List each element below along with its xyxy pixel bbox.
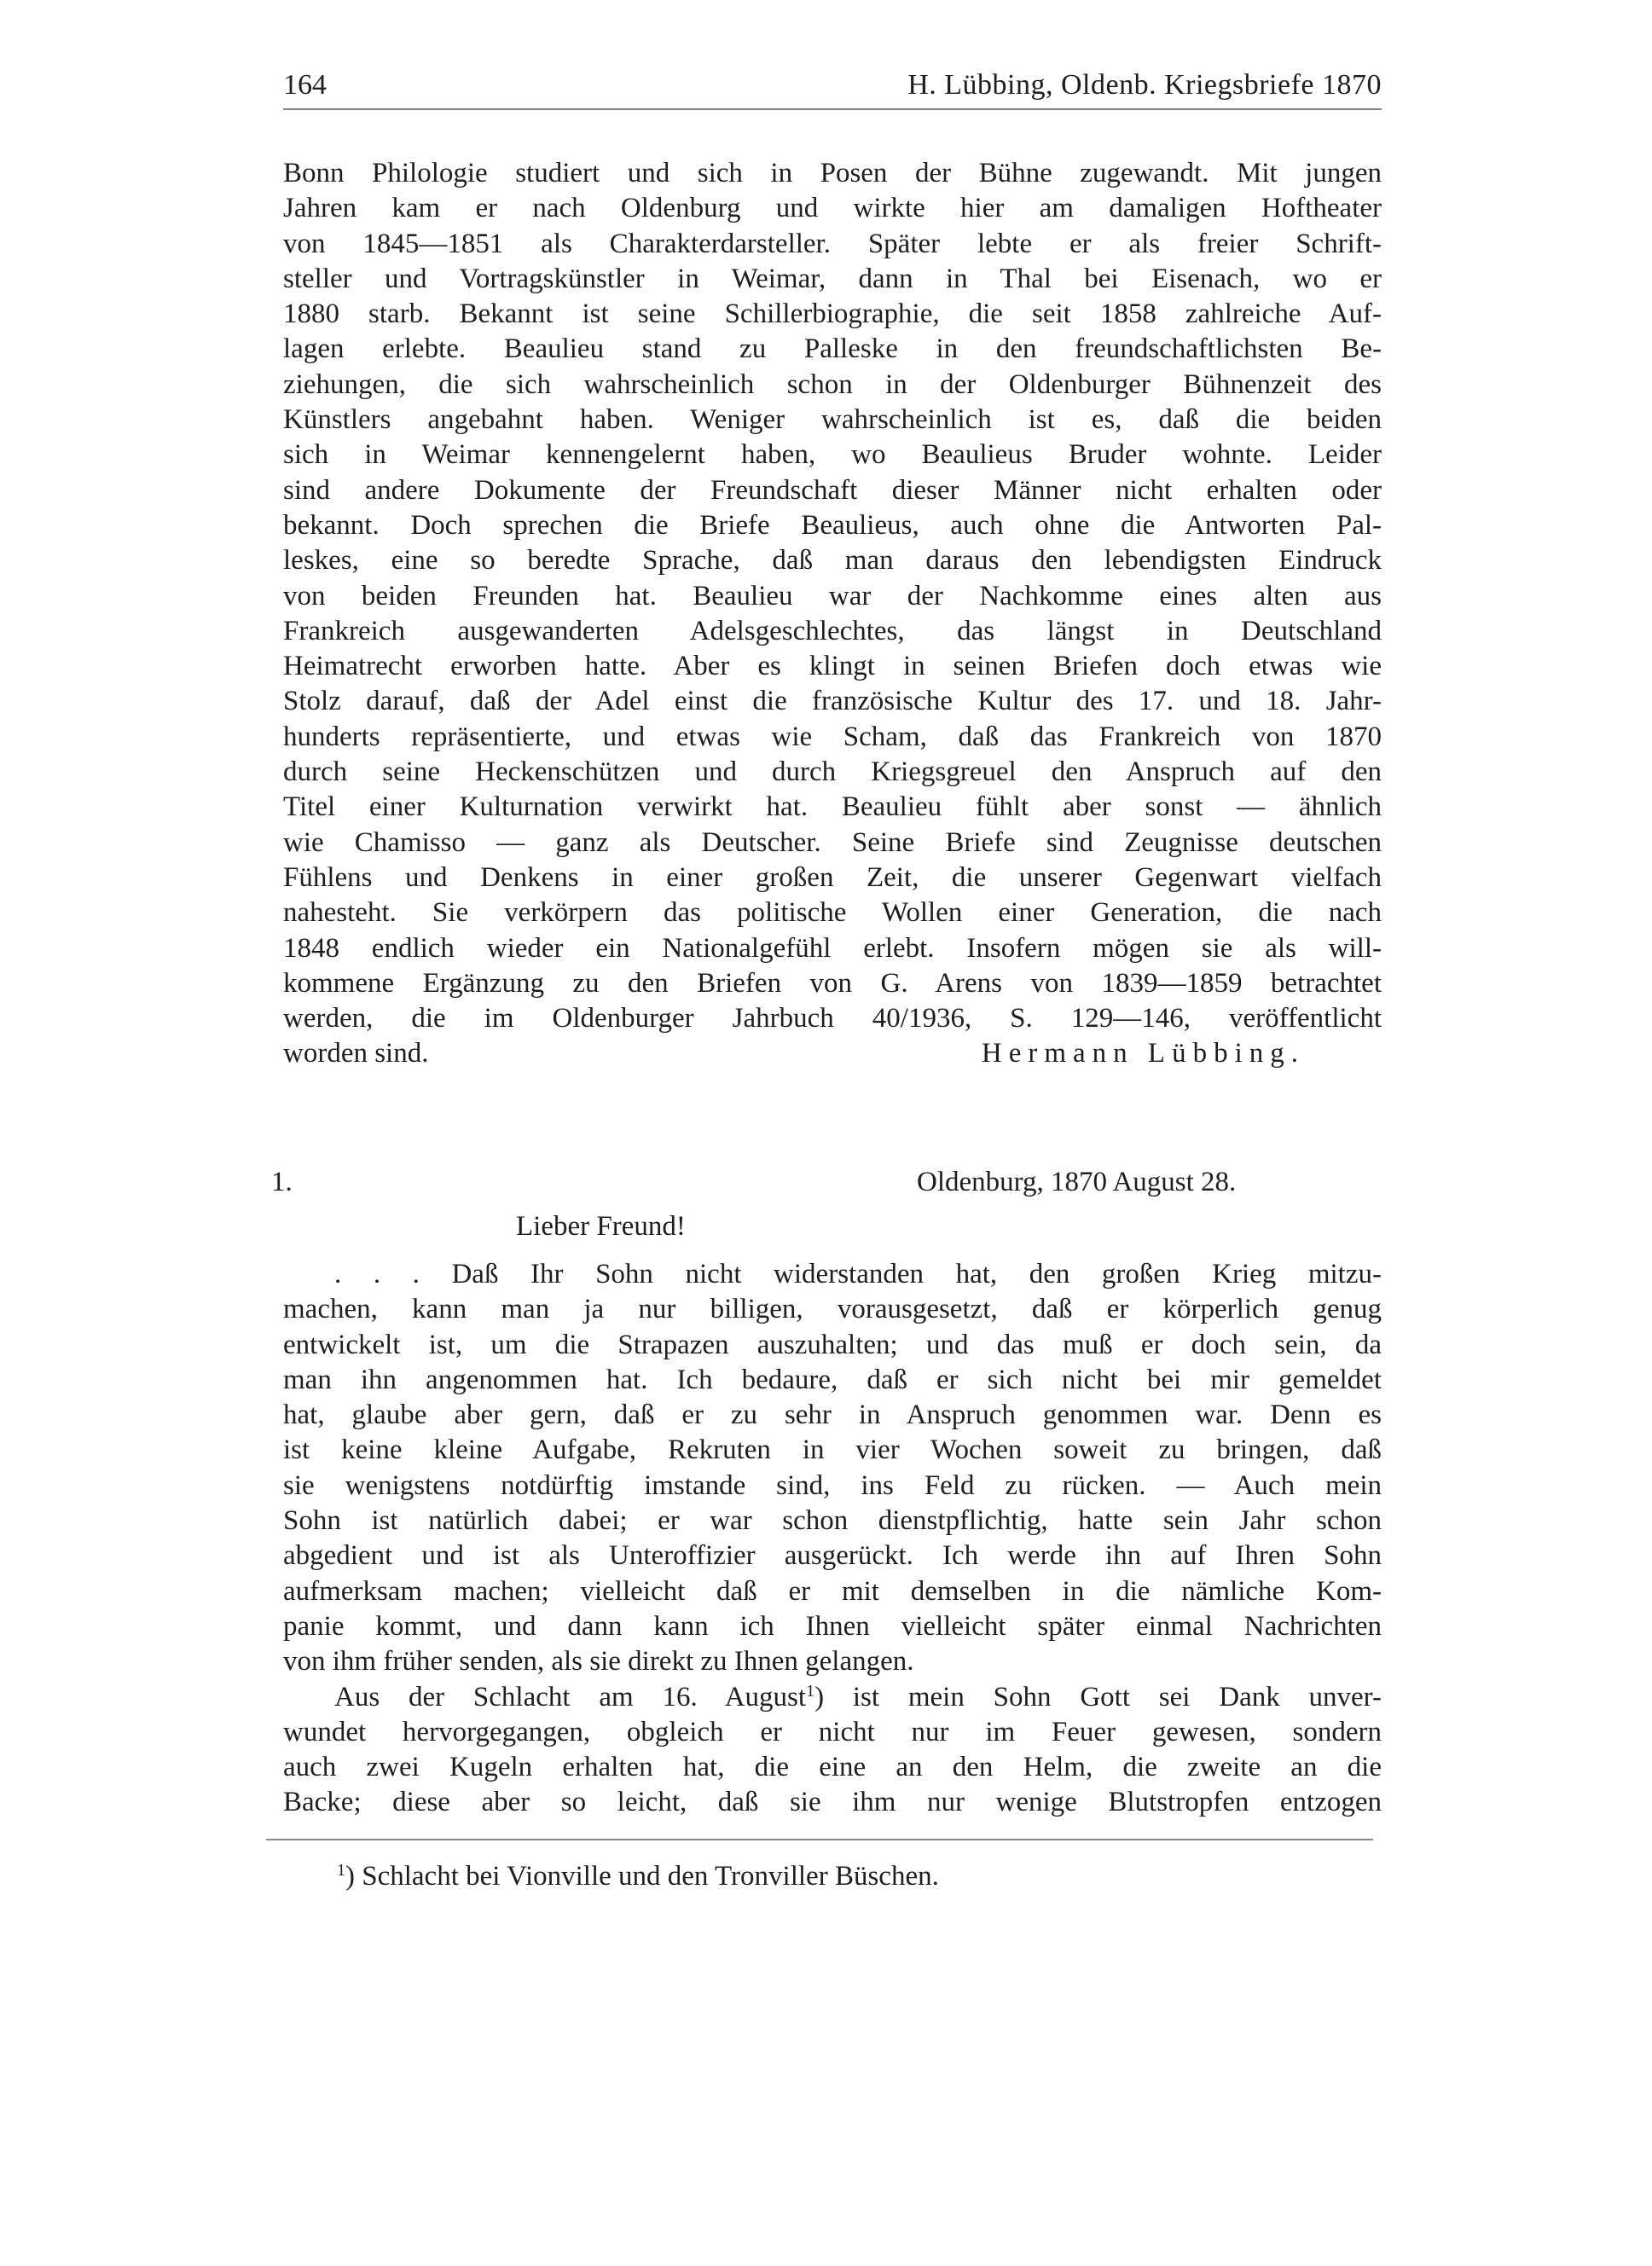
text-line: Heimatrecht erworben hatte. Aber es klingt in seinen Briefen doch etwas wie xyxy=(283,651,1382,682)
text-line: Stolz darauf, daß der Adel einst die französische Kultur des 17. und 18. Jahr- xyxy=(283,686,1382,717)
text-line: werden, die im Oldenburger Jahrbuch 40/1936, S. 129—146, veröffentlicht xyxy=(283,1003,1382,1034)
text-line: Fühlens und Denkens in einer großen Zeit, die unserer Gegenwart vielfach xyxy=(283,861,1382,893)
text-fragment: Aus der Schlacht am 16. August xyxy=(334,1681,807,1713)
letter-date: Oldenburg, 1870 August 28. xyxy=(917,1167,1237,1197)
text-line: man ihn angenommen hat. Ich bedaure, daß er sich nicht bei mir gemeldet xyxy=(283,1364,1382,1395)
text-line: von ihm früher senden, als sie direkt zu Ihnen gelangen. xyxy=(283,1646,914,1678)
text-line: Bonn Philologie studiert und sich in Posen der Bühne zugewandt. Mit jungen xyxy=(283,158,1382,188)
text-line: wie Chamisso — ganz als Deutscher. Seine Briefe sind Zeugnisse deutschen xyxy=(283,826,1382,858)
page-number: 164 xyxy=(283,69,327,101)
footnote xyxy=(337,1857,939,1895)
text-line: wundet hervorgegangen, obgleich er nicht nur im Feuer gewesen, sondern xyxy=(283,1716,1382,1747)
intro-text xyxy=(283,156,1382,1072)
text-line: ziehungen, die sich wahrscheinlich schon in der Oldenburger Bühnenzeit des xyxy=(283,368,1382,400)
author-signature: Hermann Lübbing. xyxy=(981,1038,1305,1069)
text-line: durch seine Heckenschützen und durch Kriegsgreuel den Anspruch auf den xyxy=(283,756,1382,788)
text-line: Backe; diese aber so leicht, daß sie ihm nur wenige Blutstropfen entzogen xyxy=(283,1787,1382,1818)
text-line: . . . Daß Ihr Sohn nicht widerstanden hat, den großen Krieg mitzu- xyxy=(334,1259,1382,1289)
text-line: aufmerksam machen; vielleicht daß er mit demselben in die nämliche Kom- xyxy=(283,1575,1382,1607)
text-line: panie kommt, und dann kann ich Ihnen vielleicht später einmal Nachrichten xyxy=(283,1610,1382,1642)
text-line: ist keine kleine Aufgabe, Rekruten in vier Wochen soweit zu bringen, daß xyxy=(283,1434,1382,1466)
text-line: lagen erlebte. Beaulieu stand zu Palleske in den freundschaftlichsten Be- xyxy=(283,333,1382,365)
text-line: leskes, eine so beredte Sprache, daß man daraus den lebendigsten Eindruck xyxy=(283,545,1382,577)
letter-body xyxy=(283,1257,1382,1821)
text-line: sich in Weimar kennengelernt haben, wo Beaulieus Bruder wohnte. Leider xyxy=(283,439,1382,471)
letter-salutation: Lieber Freund! xyxy=(516,1211,686,1242)
text-line: sind andere Dokumente der Freundschaft dieser Männer nicht erhalten oder xyxy=(283,474,1382,506)
letter-number: 1. xyxy=(271,1167,293,1197)
text-line: Jahren kam er nach Oldenburg und wirkte hier am damaligen Hoftheater xyxy=(283,193,1382,224)
text-line: hunderts repräsentierte, und etwas wie Scham, daß das Frankreich von 1870 xyxy=(283,721,1382,752)
text-line: auch zwei Kugeln erhalten hat, die eine an den Helm, die zweite an die xyxy=(283,1752,1382,1783)
author-line xyxy=(283,1036,1382,1071)
text-line: worden sind. xyxy=(283,1038,429,1069)
footnote-marker: 1 xyxy=(337,1861,345,1880)
header-rule xyxy=(283,108,1382,110)
text-line xyxy=(283,1680,1382,1715)
running-head: H. Lübbing, Oldenb. Kriegsbriefe 1870 xyxy=(907,69,1382,101)
text-line: nahesteht. Sie verkörpern das politische Wollen einer Generation, die nach xyxy=(283,897,1382,929)
text-line: entwickelt ist, um die Strapazen auszuhalten; und das muß er doch sein, da xyxy=(283,1329,1382,1360)
text-line: abgedient und ist als Unteroffizier ausgerückt. Ich werde ihn auf Ihren Sohn xyxy=(283,1540,1382,1572)
text-line: Künstlers angebahnt haben. Weniger wahrscheinlich ist es, daß die beiden xyxy=(283,404,1382,436)
text-fragment: ) ist mein Sohn Gott sei Dank unver- xyxy=(814,1681,1382,1713)
text-line: von beiden Freunden hat. Beaulieu war der Nachkomme eines alten aus xyxy=(283,580,1382,611)
text-line: steller und Vortragskünstler in Weimar, dann in Thal bei Eisenach, wo er xyxy=(283,263,1382,294)
text-line: Sohn ist natürlich dabei; er war schon dienstpflichtig, hatte sein Jahr schon xyxy=(283,1505,1382,1537)
text-line: hat, glaube aber gern, daß er zu sehr in Anspruch genommen war. Denn es xyxy=(283,1400,1382,1431)
text-line: machen, kann man ja nur billigen, vorausgesetzt, daß er körperlich genug xyxy=(283,1294,1382,1325)
footnote-text: ) Schlacht bei Vionville und den Tronviller Büschen. xyxy=(345,1861,939,1892)
text-line: sie wenigstens notdürftig imstande sind, ins Feld zu rücken. — Auch mein xyxy=(283,1469,1382,1501)
text-line: bekannt. Doch sprechen die Briefe Beaulieus, auch ohne die Antworten Pal- xyxy=(283,509,1382,541)
text-line: von 1845—1851 als Charakterdarsteller. Später lebte er als freier Schrift- xyxy=(283,228,1382,259)
text-line: 1880 starb. Bekannt ist seine Schillerbiographie, die seit 1858 zahlreiche Auf- xyxy=(283,298,1382,330)
page-header xyxy=(283,65,1382,106)
text-line: kommene Ergänzung zu den Briefen von G. Arens von 1839—1859 betrachtet xyxy=(283,967,1382,999)
footnote-rule xyxy=(266,1839,1373,1840)
footnote-reference: 1 xyxy=(806,1681,815,1701)
text-line: 1848 endlich wieder ein Nationalgefühl erlebt. Insofern mögen sie als will- xyxy=(283,932,1382,964)
text-line: Titel einer Kulturnation verwirkt hat. Beaulieu fühlt aber sonst — ähnlich xyxy=(283,791,1382,823)
text-line: Frankreich ausgewanderten Adelsgeschlechtes, das längst in Deutschland xyxy=(283,615,1382,646)
